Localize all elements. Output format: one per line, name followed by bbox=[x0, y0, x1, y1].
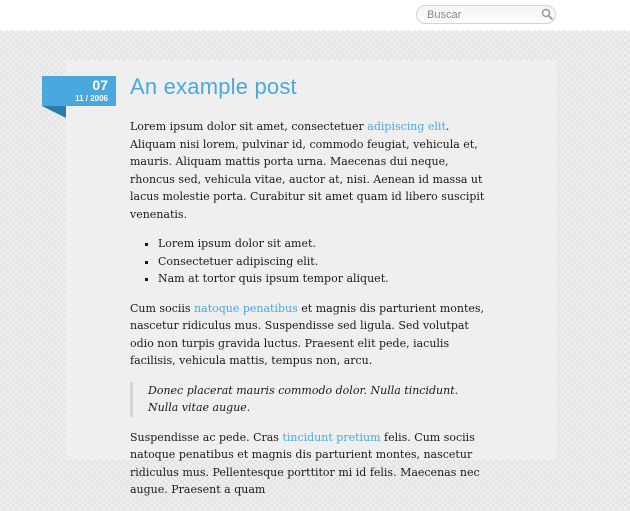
blockquote: Donec placerat mauris commodo dolor. Nulla tincidunt. Nulla vitae augue. bbox=[130, 382, 490, 417]
post-content bbox=[130, 118, 490, 511]
search-input[interactable] bbox=[427, 7, 537, 22]
link-natoque-penatibus[interactable]: natoque penatibus bbox=[194, 301, 298, 315]
list-item: ▪ Lorem ipsum dolor sit amet. bbox=[158, 235, 490, 253]
top-bar bbox=[0, 0, 630, 30]
list-item: ▪ Consectetuer adipiscing elit. bbox=[158, 253, 490, 271]
bullet-list bbox=[130, 235, 490, 288]
date-badge-fold bbox=[42, 106, 66, 118]
top-bar-edge bbox=[0, 28, 630, 34]
list-item: ▪ Nam at tortor quis ipsum tempor aliquet. bbox=[158, 270, 490, 288]
link-adipiscing-elit[interactable]: adipiscing elit bbox=[367, 120, 446, 133]
date-badge bbox=[42, 76, 116, 106]
link-tincidunt-pretium[interactable]: tincidunt pretium bbox=[282, 430, 381, 444]
search-icon[interactable] bbox=[541, 8, 553, 20]
post-title[interactable]: An example post bbox=[130, 74, 297, 99]
date-month-year: 11 / 2006 bbox=[75, 94, 108, 103]
paragraph-2: Cum sociis natoque penatibus et magnis dis parturient montes, nascetur ridiculus mus. Suspendisse sed ligula. Sed volutpat odio non turpis gravida luctus. Praesent elit pede, iaculis facilisis, vehicula mattis, tempus non, arcu. bbox=[130, 301, 485, 367]
search-box[interactable] bbox=[416, 5, 556, 24]
paragraph-3: Suspendisse ac pede. Cras tincidunt pretium felis. Cum sociis natoque penatibus et magnis dis parturient montes, nascetur ridiculus mus. Pellentesque porttitor mi id felis. Maecenas nec augue. Praesent a quam bbox=[130, 430, 480, 496]
paragraph-1: Lorem ipsum dolor sit amet, consectetuer adipiscing elit. Aliquam nisi lorem, pulvinar id, commodo feugiat, vehicula et, mauris. Aliquam mattis porta urna. Maecenas dui neque, rhoncus sed, vehicula vitae, auctor at, nisi. Aenean id massa ut lacus molestie porta. Curabitur sit amet quam id libero suscipit venenatis. bbox=[130, 120, 485, 221]
date-day: 07 bbox=[92, 77, 108, 93]
